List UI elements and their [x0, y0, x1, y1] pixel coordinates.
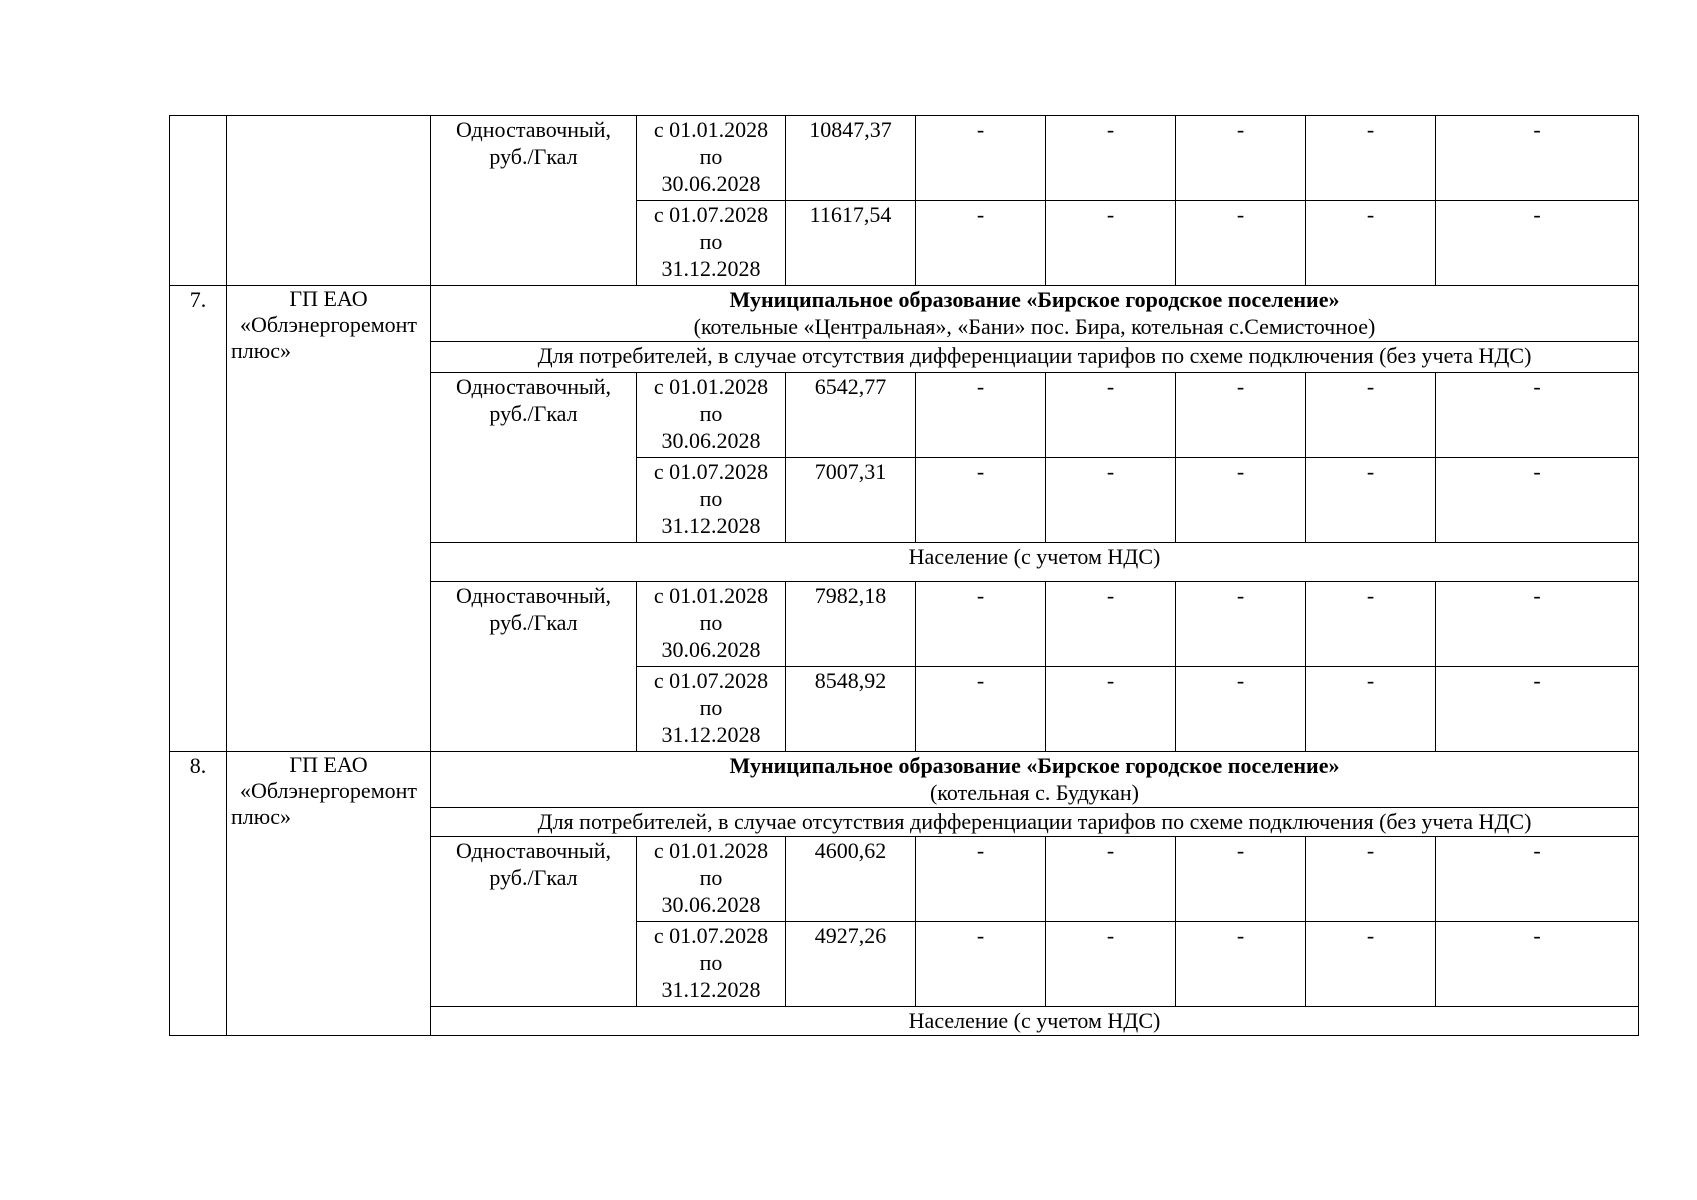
period-start: с 01.07.2028 — [653, 668, 769, 693]
period-start: с 01.01.2028 — [653, 374, 769, 399]
period-cell — [637, 667, 786, 752]
tariff-value: 4600,62 — [786, 837, 916, 922]
dash-cell: - — [1176, 116, 1306, 201]
dash-cell: - — [1306, 458, 1436, 543]
boilers-subtitle: (котельная с. Будукан) — [929, 780, 1140, 805]
dash-cell: - — [1046, 458, 1176, 543]
period-by: по — [699, 144, 723, 169]
organization-cell: ГП ЕАО «Облэнергоремонт плюс» — [227, 752, 431, 1036]
dash-cell: - — [1046, 373, 1176, 458]
period-by: по — [699, 865, 723, 890]
municipality-title: Муниципальное образование «Бирское городское поселение» — [729, 287, 1340, 312]
dash-cell: - — [1436, 201, 1639, 286]
dash-cell: - — [916, 667, 1046, 752]
table-row — [170, 286, 1639, 342]
dash-cell: - — [1306, 116, 1436, 201]
dash-cell: - — [1046, 116, 1176, 201]
municipality-title: Муниципальное образование «Бирское городское поселение» — [729, 753, 1340, 778]
dash-cell: - — [916, 922, 1046, 1007]
dash-cell: - — [1046, 922, 1176, 1007]
dash-cell: - — [1306, 582, 1436, 667]
dash-cell: - — [1306, 667, 1436, 752]
tariff-value: 6542,77 — [786, 373, 916, 458]
row-number-cell: 7. — [170, 286, 227, 752]
rate-type-cell: Одноставочный, руб./Гкал — [431, 116, 637, 286]
dash-cell: - — [1176, 667, 1306, 752]
dash-cell: - — [1176, 373, 1306, 458]
period-end: 30.06.2028 — [661, 637, 761, 662]
period-start: с 01.07.2028 — [653, 923, 769, 948]
period-cell — [637, 458, 786, 543]
dash-cell: - — [1306, 837, 1436, 922]
rate-type-cell: Одноставочный, руб./Гкал — [431, 373, 637, 543]
dash-cell: - — [1046, 582, 1176, 667]
period-cell — [637, 116, 786, 201]
population-header: Население (с учетом НДС) — [431, 1007, 1639, 1036]
dash-cell: - — [1046, 837, 1176, 922]
dash-cell: - — [1046, 667, 1176, 752]
period-cell — [637, 922, 786, 1007]
period-cell — [637, 373, 786, 458]
municipality-header — [431, 752, 1639, 808]
period-start: с 01.01.2028 — [653, 583, 769, 608]
tariff-value: 8548,92 — [786, 667, 916, 752]
organization-cell: ГП ЕАО «Облэнергоремонт плюс» — [227, 286, 431, 752]
rate-type-cell: Одноставочный, руб./Гкал — [431, 837, 637, 1007]
boilers-subtitle: (котельные «Центральная», «Бани» пос. Бира, котельная с.Семисточное) — [693, 314, 1376, 339]
period-end: 31.12.2028 — [661, 977, 761, 1002]
dash-cell: - — [916, 582, 1046, 667]
dash-cell: - — [916, 116, 1046, 201]
municipality-header — [431, 286, 1639, 342]
dash-cell: - — [1306, 201, 1436, 286]
dash-cell: - — [1436, 582, 1639, 667]
period-end: 30.06.2028 — [661, 171, 761, 196]
dash-cell: - — [1176, 582, 1306, 667]
dash-cell: - — [1306, 373, 1436, 458]
period-start: с 01.01.2028 — [653, 117, 769, 142]
consumers-header: Для потребителей, в случае отсутствия дифференциации тарифов по схеме подключения (без учета НДС) — [431, 808, 1639, 837]
dash-cell: - — [916, 458, 1046, 543]
dash-cell: - — [1176, 201, 1306, 286]
period-by: по — [699, 610, 723, 635]
dash-cell: - — [1436, 837, 1639, 922]
period-by: по — [699, 695, 723, 720]
period-end: 31.12.2028 — [661, 513, 761, 538]
period-start: с 01.07.2028 — [653, 459, 769, 484]
dash-cell: - — [1046, 201, 1176, 286]
period-by: по — [699, 401, 723, 426]
dash-cell: - — [916, 373, 1046, 458]
period-by: по — [699, 950, 723, 975]
tariff-value: 7982,18 — [786, 582, 916, 667]
dash-cell: - — [916, 837, 1046, 922]
period-cell — [637, 837, 786, 922]
period-by: по — [699, 486, 723, 511]
population-header: Население (с учетом НДС) — [431, 543, 1639, 582]
row-number-cell — [170, 116, 227, 286]
period-end: 31.12.2028 — [661, 722, 761, 747]
table-row — [170, 752, 1639, 808]
rate-type-cell: Одноставочный, руб./Гкал — [431, 582, 637, 752]
period-end: 30.06.2028 — [661, 428, 761, 453]
tariff-table — [169, 115, 1639, 1036]
tariff-value: 4927,26 — [786, 922, 916, 1007]
dash-cell: - — [1176, 458, 1306, 543]
period-by: по — [699, 229, 723, 254]
period-cell — [637, 201, 786, 286]
organization-cell — [227, 116, 431, 286]
period-start: с 01.01.2028 — [653, 838, 769, 863]
table-row — [170, 116, 1639, 201]
tariff-value: 11617,54 — [786, 201, 916, 286]
dash-cell: - — [1436, 116, 1639, 201]
consumers-header: Для потребителей, в случае отсутствия дифференциации тарифов по схеме подключения (без учета НДС) — [431, 342, 1639, 373]
dash-cell: - — [1176, 837, 1306, 922]
dash-cell: - — [1436, 667, 1639, 752]
row-number-cell: 8. — [170, 752, 227, 1036]
period-start: с 01.07.2028 — [653, 202, 769, 227]
dash-cell: - — [1176, 922, 1306, 1007]
dash-cell: - — [916, 201, 1046, 286]
dash-cell: - — [1436, 458, 1639, 543]
dash-cell: - — [1436, 373, 1639, 458]
dash-cell: - — [1306, 922, 1436, 1007]
period-cell — [637, 582, 786, 667]
tariff-value: 7007,31 — [786, 458, 916, 543]
tariff-value: 10847,37 — [786, 116, 916, 201]
period-end: 30.06.2028 — [661, 892, 761, 917]
period-end: 31.12.2028 — [661, 256, 761, 281]
dash-cell: - — [1436, 922, 1639, 1007]
